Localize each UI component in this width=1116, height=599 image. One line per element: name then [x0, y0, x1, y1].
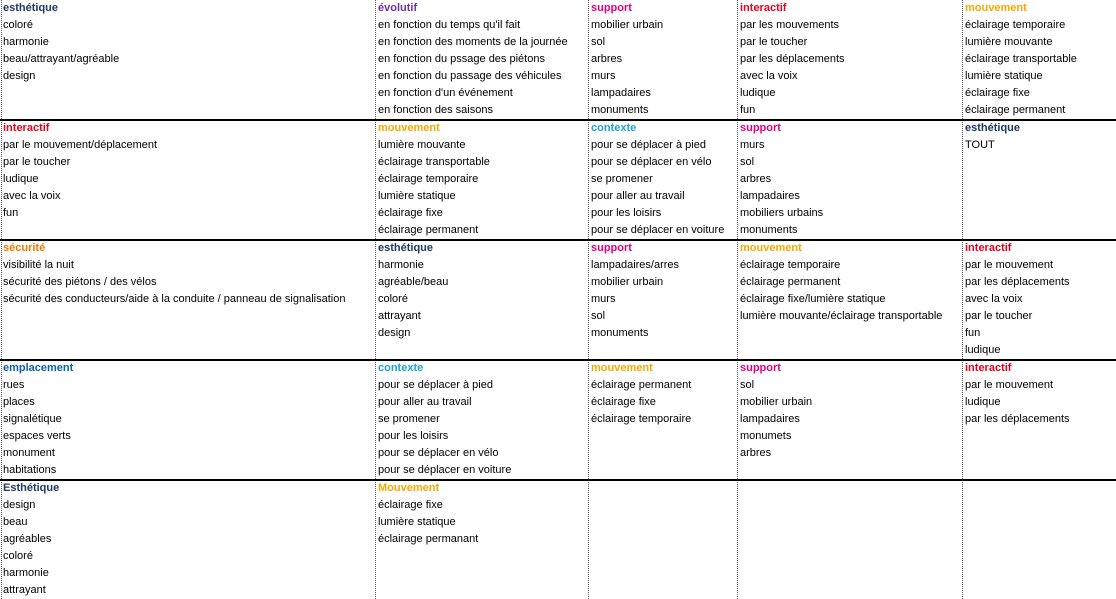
category-header-cell[interactable]	[737, 480, 962, 497]
data-cell[interactable]: beau	[3, 516, 28, 528]
data-cell[interactable]	[375, 582, 588, 599]
data-cell[interactable]: en fonction des moments de la journée	[378, 36, 568, 48]
data-cell[interactable]: monuments	[740, 224, 798, 236]
data-cell[interactable]	[737, 531, 962, 548]
data-cell[interactable]: ludique	[965, 396, 1001, 408]
data-cell[interactable]	[962, 531, 1116, 548]
data-cell[interactable]: lampadaires/arres	[591, 259, 680, 271]
data-cell[interactable]: coloré	[3, 19, 33, 31]
data-cell[interactable]	[737, 565, 962, 582]
data-cell[interactable]: par le mouvement	[965, 379, 1054, 391]
data-cell[interactable]	[588, 565, 737, 582]
category-header-cell[interactable]: interactif	[740, 2, 787, 14]
data-cell[interactable]: lumière mouvante	[378, 139, 466, 151]
data-cell[interactable]	[962, 188, 1116, 205]
data-cell[interactable]	[962, 514, 1116, 531]
data-cell[interactable]: fun	[965, 327, 981, 339]
data-cell[interactable]: coloré	[378, 293, 408, 305]
data-cell[interactable]	[962, 582, 1116, 599]
data-cell[interactable]	[0, 342, 375, 359]
category-header-cell[interactable]: esthétique	[3, 2, 59, 14]
data-cell[interactable]: en fonction du pssage des piétons	[378, 53, 545, 65]
data-cell[interactable]	[588, 445, 737, 462]
category-header-cell[interactable]: Esthétique	[3, 482, 60, 494]
category-header-cell[interactable]: interactif	[3, 122, 50, 134]
data-cell[interactable]: sol	[740, 156, 755, 168]
data-cell[interactable]: harmonie	[3, 567, 49, 579]
data-cell[interactable]	[0, 325, 375, 342]
category-header-cell[interactable]: mouvement	[591, 362, 653, 374]
data-cell[interactable]: fun	[3, 207, 19, 219]
data-cell[interactable]	[737, 497, 962, 514]
data-cell[interactable]	[0, 85, 375, 102]
data-cell[interactable]: habitations	[3, 464, 57, 476]
data-cell[interactable]: par les mouvements	[740, 19, 840, 31]
data-cell[interactable]: par le mouvement	[965, 259, 1054, 271]
data-cell[interactable]: signalétique	[3, 413, 62, 425]
data-cell[interactable]	[0, 222, 375, 239]
data-cell[interactable]: pour les loisirs	[378, 430, 449, 442]
data-cell[interactable]: sol	[591, 310, 606, 322]
data-cell[interactable]: beau/attrayant/agréable	[3, 53, 120, 65]
data-cell[interactable]: par les déplacements	[740, 53, 845, 65]
data-cell[interactable]: par le toucher	[740, 36, 808, 48]
data-cell[interactable]: monument	[3, 447, 55, 459]
category-header-cell[interactable]: support	[740, 362, 781, 374]
category-header-cell[interactable]: emplacement	[3, 362, 74, 374]
data-cell[interactable]: TOUT	[965, 139, 995, 151]
data-cell[interactable]: places	[3, 396, 35, 408]
data-cell[interactable]	[375, 565, 588, 582]
data-cell[interactable]: éclairage permanent	[740, 276, 841, 288]
data-cell[interactable]: sol	[591, 36, 606, 48]
data-cell[interactable]: mobiliers urbains	[740, 207, 824, 219]
data-cell[interactable]	[962, 205, 1116, 222]
data-cell[interactable]: coloré	[3, 550, 33, 562]
data-cell[interactable]	[375, 342, 588, 359]
data-cell[interactable]	[962, 445, 1116, 462]
data-cell[interactable]: par le toucher	[3, 156, 71, 168]
data-cell[interactable]: avec la voix	[3, 190, 61, 202]
data-cell[interactable]: arbres	[591, 53, 623, 65]
data-cell[interactable]: attrayant	[378, 310, 421, 322]
data-cell[interactable]	[962, 565, 1116, 582]
data-cell[interactable]: murs	[591, 293, 616, 305]
data-cell[interactable]: éclairage permanent	[378, 224, 479, 236]
data-cell[interactable]: murs	[740, 139, 765, 151]
data-cell[interactable]	[962, 548, 1116, 565]
data-cell[interactable]	[962, 497, 1116, 514]
category-header-cell[interactable]: support	[591, 2, 632, 14]
category-header-cell[interactable]: mouvement	[965, 2, 1027, 14]
data-cell[interactable]: lumière mouvante/éclairage transportable	[740, 310, 943, 322]
data-cell[interactable]: sol	[740, 379, 755, 391]
data-cell[interactable]: monuments	[591, 104, 649, 116]
category-header-cell[interactable]: interactif	[965, 242, 1012, 254]
data-cell[interactable]: en fonction du temps qu'il fait	[378, 19, 521, 31]
data-cell[interactable]	[588, 342, 737, 359]
data-cell[interactable]: design	[3, 499, 36, 511]
data-cell[interactable]: éclairage permanent	[591, 379, 692, 391]
data-cell[interactable]: se promener	[378, 413, 440, 425]
data-cell[interactable]: mobilier urbain	[740, 396, 813, 408]
data-cell[interactable]: par les déplacements	[965, 276, 1070, 288]
data-cell[interactable]: harmonie	[378, 259, 424, 271]
data-cell[interactable]: pour se déplacer en voiture	[591, 224, 725, 236]
data-cell[interactable]: design	[3, 70, 36, 82]
category-header-cell[interactable]: mouvement	[740, 242, 802, 254]
data-cell[interactable]: éclairage fixe/lumière statique	[740, 293, 886, 305]
data-cell[interactable]: ludique	[965, 344, 1001, 356]
category-header-cell[interactable]: support	[591, 242, 632, 254]
data-cell[interactable]	[588, 428, 737, 445]
data-cell[interactable]: fun	[740, 104, 756, 116]
data-cell[interactable]: éclairage fixe	[591, 396, 656, 408]
data-cell[interactable]	[737, 342, 962, 359]
data-cell[interactable]: pour se déplacer en vélo	[591, 156, 712, 168]
category-header-cell[interactable]: Mouvement	[378, 482, 440, 494]
data-cell[interactable]: pour les loisirs	[591, 207, 662, 219]
data-cell[interactable]: design	[378, 327, 411, 339]
data-cell[interactable]	[588, 462, 737, 479]
data-cell[interactable]	[588, 531, 737, 548]
data-cell[interactable]: lumière statique	[965, 70, 1043, 82]
data-cell[interactable]	[962, 462, 1116, 479]
data-cell[interactable]	[962, 154, 1116, 171]
data-cell[interactable]: monuments	[591, 327, 649, 339]
data-cell[interactable]: attrayant	[3, 584, 46, 596]
data-cell[interactable]	[737, 325, 962, 342]
data-cell[interactable]: en fonction du passage des véhicules	[378, 70, 562, 82]
data-cell[interactable]: pour aller au travail	[591, 190, 685, 202]
data-cell[interactable]	[962, 428, 1116, 445]
data-cell[interactable]	[0, 102, 375, 119]
category-header-cell[interactable]: sécurité	[3, 242, 46, 254]
data-cell[interactable]: pour aller au travail	[378, 396, 472, 408]
data-cell[interactable]	[588, 514, 737, 531]
data-cell[interactable]: harmonie	[3, 36, 49, 48]
data-cell[interactable]: murs	[591, 70, 616, 82]
category-header-cell[interactable]: support	[740, 122, 781, 134]
data-cell[interactable]: éclairage permanant	[378, 533, 479, 545]
data-cell[interactable]: avec la voix	[740, 70, 798, 82]
data-cell[interactable]: par le toucher	[965, 310, 1033, 322]
data-cell[interactable]: mobilier urbain	[591, 276, 664, 288]
data-cell[interactable]	[962, 171, 1116, 188]
data-cell[interactable]: lampadaires	[740, 190, 800, 202]
data-cell[interactable]: arbres	[740, 173, 772, 185]
data-cell[interactable]: éclairage fixe	[378, 207, 443, 219]
data-cell[interactable]	[737, 462, 962, 479]
data-cell[interactable]: éclairage temporaire	[378, 173, 479, 185]
data-cell[interactable]: se promener	[591, 173, 653, 185]
data-cell[interactable]: éclairage fixe	[965, 87, 1030, 99]
data-cell[interactable]: éclairage temporaire	[965, 19, 1066, 31]
data-cell[interactable]: sécurité des piétons / des vélos	[3, 276, 157, 288]
data-cell[interactable]: lumière statique	[378, 190, 456, 202]
data-cell[interactable]	[962, 222, 1116, 239]
data-cell[interactable]: ludique	[740, 87, 776, 99]
data-cell[interactable]: éclairage transportable	[965, 53, 1077, 65]
category-header-cell[interactable]: esthétique	[965, 122, 1021, 134]
category-header-cell[interactable]	[962, 480, 1116, 497]
category-header-cell[interactable]	[588, 480, 737, 497]
data-cell[interactable]	[588, 497, 737, 514]
data-cell[interactable]: pour se déplacer en voiture	[378, 464, 512, 476]
category-header-cell[interactable]: mouvement	[378, 122, 440, 134]
data-cell[interactable]: visibilité la nuit	[3, 259, 74, 271]
category-header-cell[interactable]: contexte	[591, 122, 637, 134]
data-cell[interactable]	[737, 514, 962, 531]
data-cell[interactable]: lampadaires	[740, 413, 800, 425]
data-cell[interactable]	[737, 548, 962, 565]
data-cell[interactable]: en fonction des saisons	[378, 104, 493, 116]
data-cell[interactable]: éclairage transportable	[378, 156, 490, 168]
data-cell[interactable]: lumière mouvante	[965, 36, 1053, 48]
data-cell[interactable]: mobilier urbain	[591, 19, 664, 31]
data-cell[interactable]	[588, 548, 737, 565]
category-header-cell[interactable]: évolutif	[378, 2, 418, 14]
data-cell[interactable]: éclairage temporaire	[591, 413, 692, 425]
data-cell[interactable]: agréables	[3, 533, 52, 545]
category-header-cell[interactable]: esthétique	[378, 242, 434, 254]
data-cell[interactable]: ludique	[3, 173, 39, 185]
data-cell[interactable]: pour se déplacer à pied	[378, 379, 493, 391]
data-cell[interactable]: rues	[3, 379, 25, 391]
category-header-cell[interactable]: interactif	[965, 362, 1012, 374]
data-cell[interactable]: agréable/beau	[378, 276, 449, 288]
data-cell[interactable]: lampadaires	[591, 87, 651, 99]
category-header-cell[interactable]: contexte	[378, 362, 424, 374]
data-cell[interactable]: espaces verts	[3, 430, 71, 442]
data-cell[interactable]: arbres	[740, 447, 772, 459]
data-cell[interactable]: éclairage fixe	[378, 499, 443, 511]
data-cell[interactable]: par les déplacements	[965, 413, 1070, 425]
data-cell[interactable]: par le mouvement/déplacement	[3, 139, 158, 151]
data-cell[interactable]	[737, 582, 962, 599]
data-cell[interactable]: éclairage temporaire	[740, 259, 841, 271]
data-cell[interactable]: en fonction d'un événement	[378, 87, 513, 99]
data-cell[interactable]: sécurité des conducteurs/aide à la conduite / panneau de signalisation	[3, 293, 346, 305]
data-cell[interactable]: pour se déplacer à pied	[591, 139, 706, 151]
data-cell[interactable]: éclairage permanent	[965, 104, 1066, 116]
data-cell[interactable]	[588, 582, 737, 599]
data-cell[interactable]: pour se déplacer en vélo	[378, 447, 499, 459]
data-cell[interactable]	[0, 308, 375, 325]
data-cell[interactable]: monumets	[740, 430, 792, 442]
data-cell[interactable]	[375, 548, 588, 565]
data-cell[interactable]: lumière statique	[378, 516, 456, 528]
data-cell[interactable]: avec la voix	[965, 293, 1023, 305]
